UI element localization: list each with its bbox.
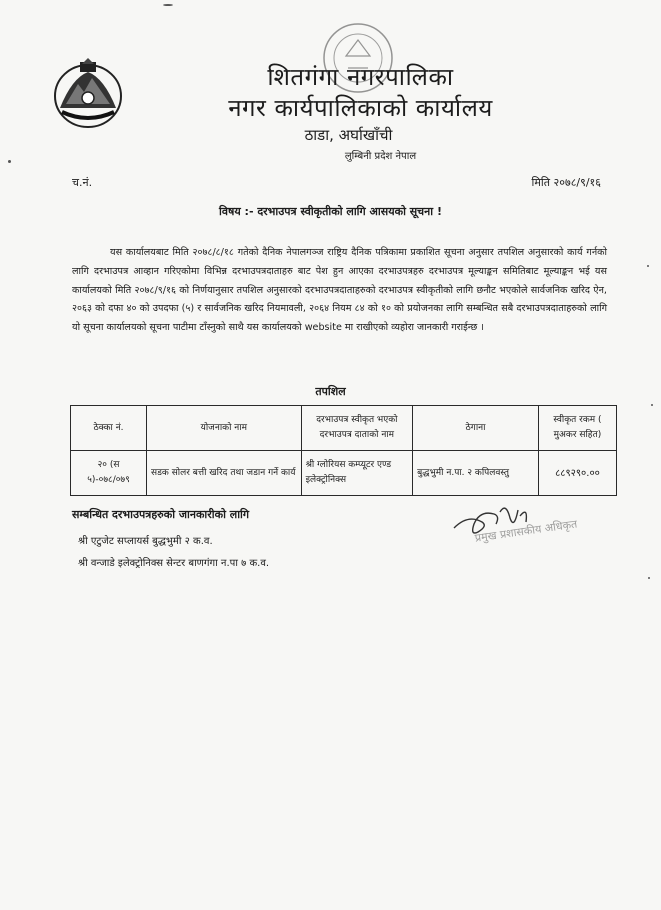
scan-speck (651, 404, 653, 406)
table-header-row (71, 406, 617, 451)
cell-contract-no: २० (स ५)-०७८/०७९ (71, 451, 147, 496)
col-address: ठेगाना (413, 406, 539, 451)
award-table (70, 405, 617, 496)
scan-speck (8, 160, 11, 163)
notice-body-text: यस कार्यालयबाट मिति २०७८/८/१८ गतेको दैनिक नेपालगञ्ज राष्ट्रिय दैनिक पत्रिकामा प्रकाशित सूचना अनुसार तपशिल अनुसारको कार्य गर्नको लागि दरभाउपत्र आव्हान गरिएकोमा विभिन्न दरभाउपत्रदाताहरु बाट पेश हुन आएका दरभाउपत्रहरु दरभाउपत्र मूल्याङ्कन समितिबाट मूल्याङ्कन भई यस कार्यालयको मिति २०७८/९/१६ को निर्णयानुसार तपशिल अनुसारको दरभाउपत्रदाताहरुको दरभाउपत्र स्वीकृतीको लागि छनौट भएकोले सार्वजनिक खरिद ऐन, २०६३ को दफा ४० को उपदफा (५) र सार्वजनिक खरिद नियमावली, २०६४ नियम ८४ को १० को प्रयोजनका लागि सम्बन्धित सबै दरभाउपत्रदाताहरुको लागि यो सूचना कार्यालयको सूचना पाटीमा टाँस्नुको साथै यस कार्यालयको website मा राखीएको व्यहोरा जानकारी गराईन्छ । (72, 247, 607, 334)
cell-project: सडक सोलर बत्ती खरिद तथा जडान गर्ने कार्य (147, 451, 302, 496)
recipient-line: श्री एटुजेट सप्लायर्स बुद्धभुमी २ क.व. (78, 536, 213, 547)
recipient-line: श्री वन्जाडे इलेक्ट्रोनिक्स सेन्टर बाणगंगा न.पा ७ क.व. (78, 558, 270, 569)
notice-subject: विषय :- दरभाउपत्र स्वीकृतीको लागि आसयको सूचना ! (219, 205, 442, 218)
cell-address: बुद्धभुमी न.पा. २ कपिलवस्तु (413, 451, 539, 496)
stamp-text: प्रमुख प्रशासकीय अधिकृत (473, 517, 579, 545)
scan-speck (647, 265, 649, 267)
scan-speck (648, 577, 650, 579)
col-project: योजनाको नाम (147, 406, 302, 451)
municipality-name: शितगंगा नगरपालिका (267, 63, 454, 91)
table-row (71, 451, 617, 496)
scan-speck (163, 4, 173, 6)
office-name: नगर कार्यपालिकाको कार्यालय (228, 94, 493, 122)
info-heading: सम्बन्धित दरभाउपत्रहरुको जानकारीको लागि (72, 508, 250, 521)
col-contract-no: ठेक्का नं. (71, 406, 147, 451)
cell-bidder: श्री ग्लोरियस कम्प्यूटर एण्ड इलेक्ट्रोनिक्स (301, 451, 413, 496)
issue-date: मिति २०७८/९/१६ (531, 176, 601, 189)
col-amount: स्वीकृत रकम ( मुअकर सहित) (538, 406, 616, 451)
reference-number: च.नं. (72, 176, 93, 189)
officer-stamp-icon (470, 508, 590, 548)
notice-body (72, 244, 607, 338)
table-title: तपशिल (315, 385, 346, 398)
col-bidder: दरभाउपत्र स्वीकृत भएको दरभाउपत्र दाताको नाम (301, 406, 413, 451)
office-location: ठाडा, अर्घाखाँची (304, 126, 393, 144)
province-line: लुम्बिनी प्रदेश नेपाल (344, 151, 417, 162)
cell-amount: ८८९२९०.०० (538, 451, 616, 496)
